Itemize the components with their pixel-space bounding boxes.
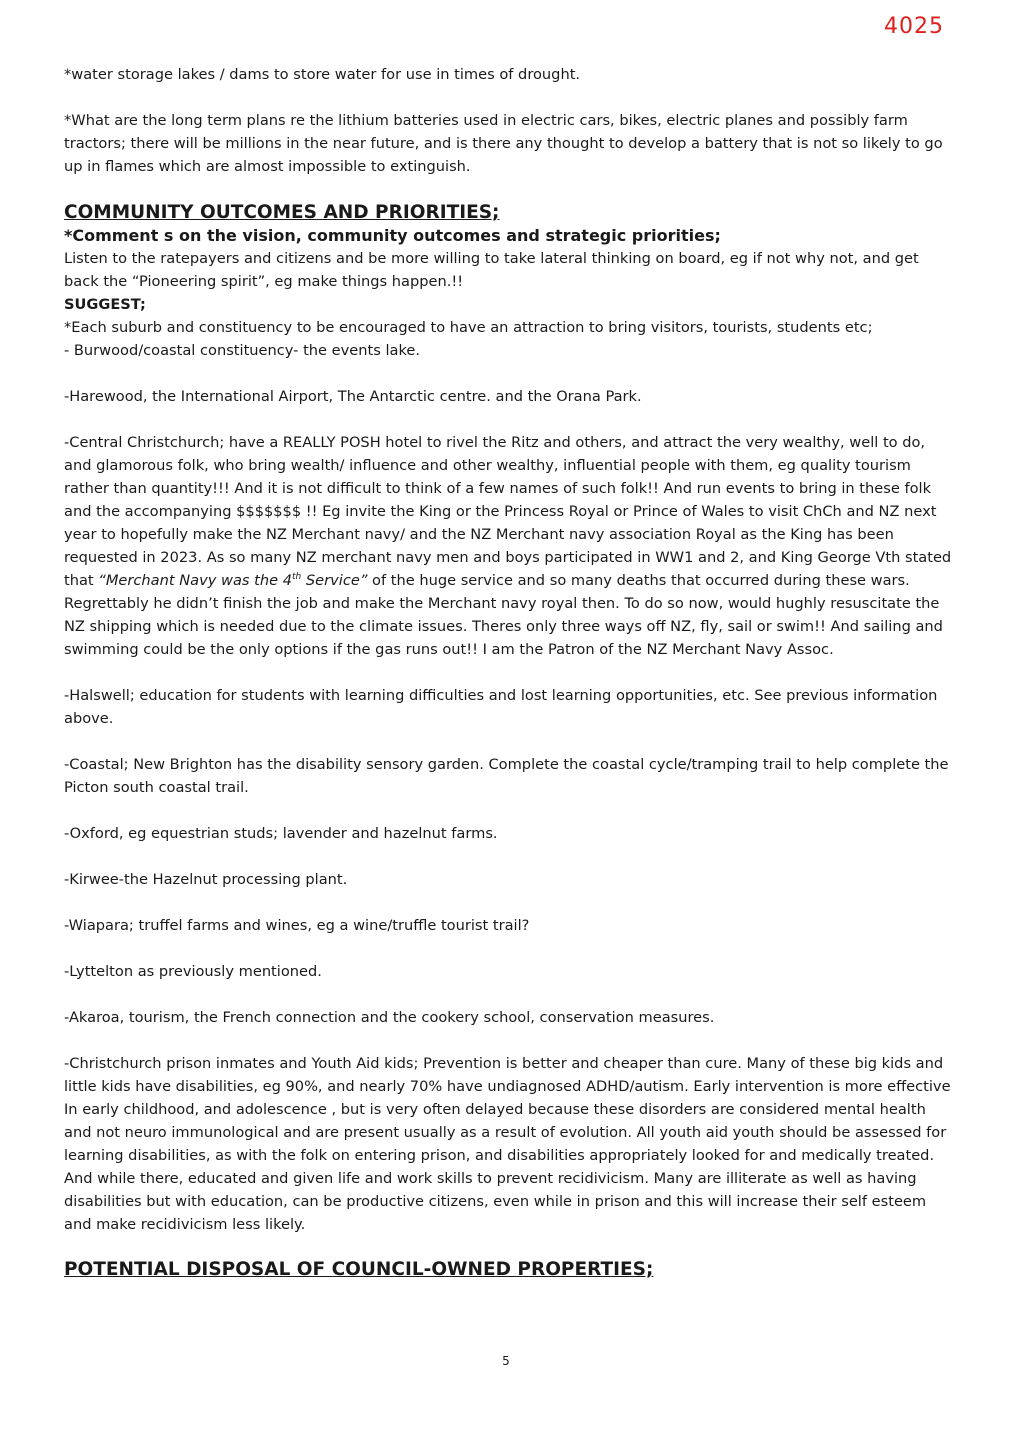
paragraph-lithium-batteries: *What are the long term plans re the lithium batteries used in electric cars, bikes, electric planes and possibly farm tractors; there will be millions in the near future, and is there any thought to develop a battery that is not so likely to go up in flames which are almost impossible to extinguish.: [64, 112, 943, 175]
paragraph-kirwee: -Kirwee-the Hazelnut processing plant.: [64, 871, 348, 888]
central-text-b: of the huge service and so many deaths that occurred during these wars. Regrettably he didn’t finish the job and make the Merchant navy royal then. To do so now, would hughly resuscitate the NZ shipping which is needed due to the climate issues. Theres only three ways off NZ, fly, sail or swim!! And sailing and swimming could be the only options if the gas runs out!! I am the Patron of the NZ Merchant Navy Assoc.: [64, 572, 943, 658]
paragraph-oxford: -Oxford, eg equestrian studs; lavender and hazelnut farms.: [64, 825, 498, 842]
paragraph-lyttelton: -Lyttelton as previously mentioned.: [64, 963, 322, 980]
suggest-label: SUGGEST;: [64, 296, 146, 313]
paragraph-harewood: -Harewood, the International Airport, The Antarctic centre. and the Orana Park.: [64, 388, 642, 405]
section-heading-council-properties: POTENTIAL DISPOSAL OF COUNCIL-OWNED PROPERTIES;: [64, 1259, 654, 1280]
central-text-a: -Central Christchurch; have a REALLY POSH hotel to rivel the Ritz and others, and attract the very wealthy, well to do, and glamorous folk, who bring wealth/ influence and other wealthy, influential people with them, eg quality tourism rather than quantity!!! And it is not difficult to think of a few names of such folk!! And run events to bring in these folk and the accompanying $$$$$$$ !! Eg invite the King or the Princess Royal or Prince of Wales to visit ChCh and NZ next year to hopefully make the NZ Merchant navy/ and the NZ Merchant navy association Royal as the King has been requested in 2023. As so many NZ merchant navy men and boys participated in WW1 and 2, and King George Vth stated that: [64, 434, 952, 589]
document-body: [64, 63, 954, 1282]
section-heading-community-outcomes: COMMUNITY OUTCOMES AND PRIORITIES;: [64, 202, 500, 223]
quote-part-a: “Merchant Navy was the 4: [98, 572, 293, 589]
document-id: 4025: [884, 14, 944, 39]
paragraph-wiapara: -Wiapara; truffel farms and wines, eg a wine/truffle tourist trail?: [64, 917, 530, 934]
paragraph-water-storage: *water storage lakes / dams to store water for use in times of drought.: [64, 66, 581, 83]
paragraph-suggest: *Each suburb and constituency to be encouraged to have an attraction to bring visitors, tourists, students etc;: [64, 319, 873, 336]
merchant-navy-quote: [98, 572, 367, 589]
paragraph-coastal: -Coastal; New Brighton has the disability sensory garden. Complete the coastal cycle/tramping trail to help complete the Picton south coastal trail.: [64, 756, 949, 796]
paragraph-burwood: - Burwood/coastal constituency- the events lake.: [64, 342, 421, 359]
paragraph-intro: Listen to the ratepayers and citizens and be more willing to take lateral thinking on board, eg if not why not, and get back the “Pioneering spirit”, eg make things happen.!!: [64, 250, 919, 290]
paragraph-central-christchurch: [64, 431, 954, 661]
page-number: 5: [502, 1354, 510, 1368]
paragraph-christchurch-prison: -Christchurch prison inmates and Youth Aid kids; Prevention is better and cheaper than cure. Many of these big kids and little kids have disabilities, eg 90%, and nearly 70% have undiagnosed ADHD/autism. Early intervention is more effective In early childhood, and adolescence , but is very often delayed because these disorders are considered mental health and not neuro immunological and are present usually as a result of evolution. All youth aid youth should be assessed for learning disabilities, as with the folk on entering prison, and disabilities appropriately looked for and medically treated. And while there, educated and given life and work skills to prevent recidivicism. Many are illiterate as well as having disabilities but with education, can be productive citizens, even while in prison and this will increase their self esteem and make recidivicism less likely.: [64, 1055, 951, 1233]
paragraph-halswell: -Halswell; education for students with learning difficulties and lost learning opportunities, etc. See previous information above.: [64, 687, 938, 727]
quote-superscript: th: [292, 572, 302, 583]
quote-part-b: Service”: [301, 572, 368, 589]
paragraph-akaroa: -Akaroa, tourism, the French connection and the cookery school, conservation measures.: [64, 1009, 715, 1026]
subheading-comments-vision: *Comment s on the vision, community outcomes and strategic priorities;: [64, 226, 721, 245]
